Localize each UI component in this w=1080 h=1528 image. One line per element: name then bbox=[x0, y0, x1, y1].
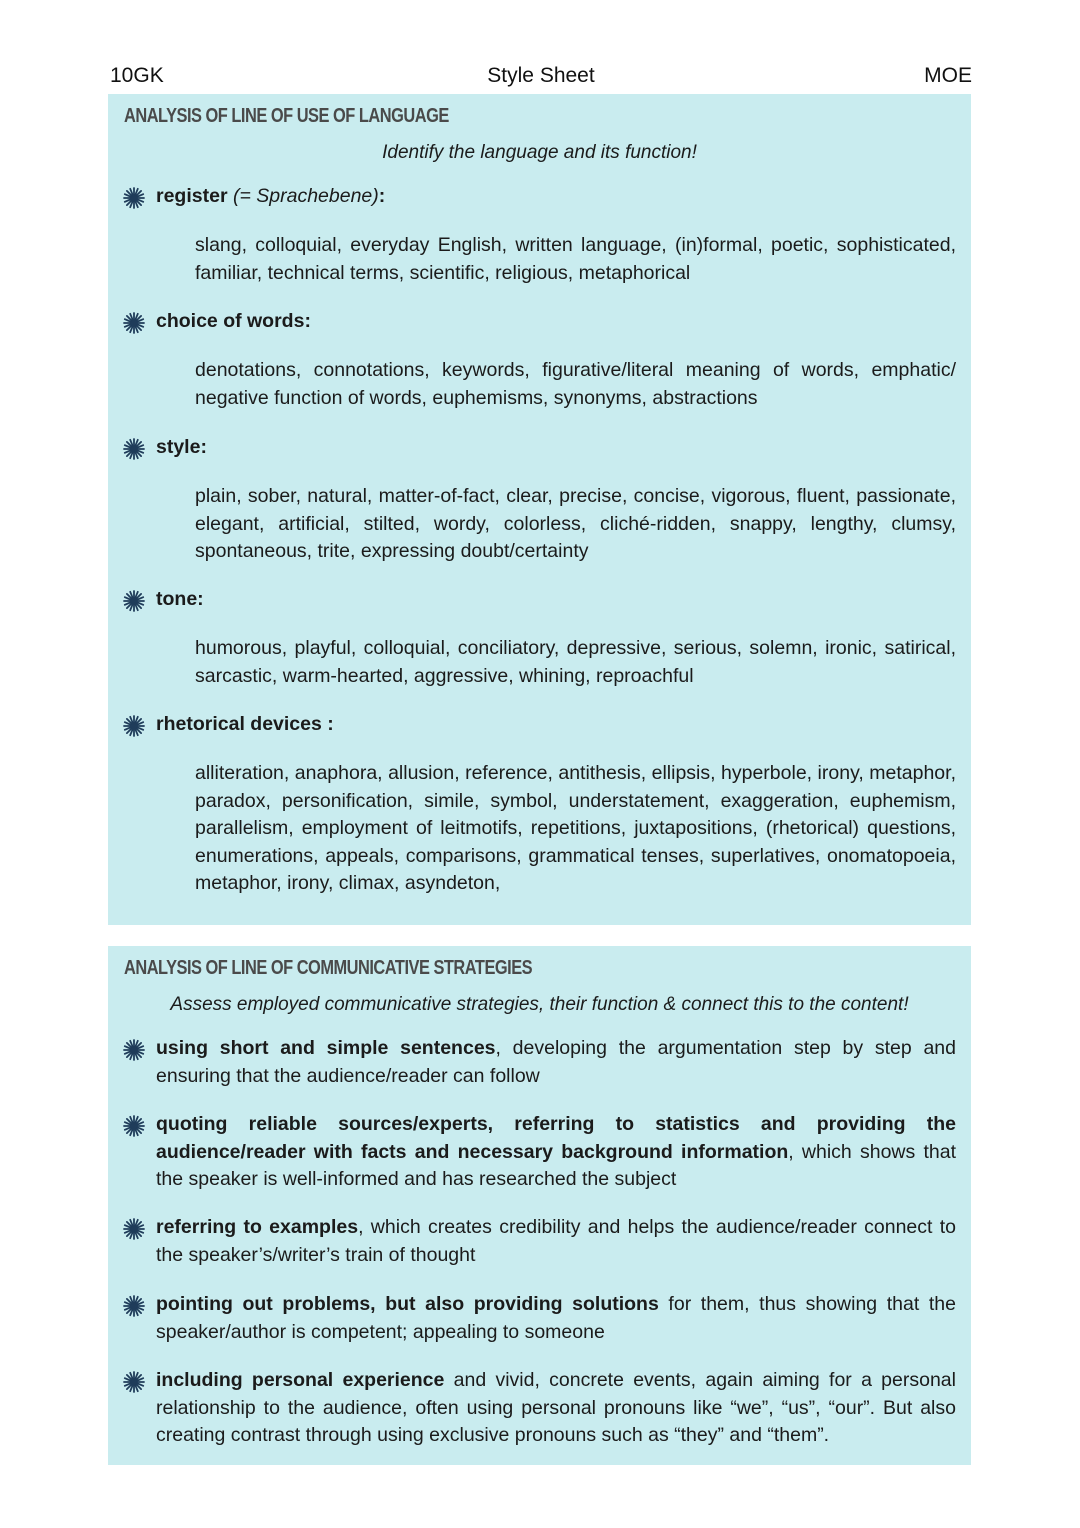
strategy-text: , which shows that the speaker is well-informed and has researched the subject bbox=[156, 1140, 956, 1190]
asterisk-star-icon bbox=[123, 187, 145, 209]
category-description: denotations, connotations, keywords, figurative/literal meaning of words, emphatic/ negative function of words, euphemisms, synonyms, abstractions bbox=[195, 359, 956, 409]
category-description: plain, sober, natural, matter-of-fact, clear, precise, concise, vigorous, fluent, passionate, elegant, artificial, stilted, wordy, colorless, cliché-ridden, snappy, lengthy, clumsy, spontaneous, trite, expressing doubt/certainty bbox=[195, 485, 956, 562]
section-title: ANALYSIS OF LINE OF USE OF LANGUAGE bbox=[124, 105, 449, 127]
category-choice-of-words bbox=[156, 310, 311, 333]
strategy-item bbox=[156, 1214, 956, 1269]
asterisk-star-icon bbox=[123, 1218, 145, 1240]
section-intro: Assess employed communicative strategies, their function & connect this to the content! bbox=[170, 994, 909, 1015]
asterisk-star-icon bbox=[123, 1039, 145, 1061]
strategy-text: for them, thus showing that the speaker/author is competent; appealing to someone bbox=[156, 1293, 956, 1343]
category-rhetorical-devices bbox=[156, 713, 334, 736]
asterisk-star-icon bbox=[123, 590, 145, 612]
asterisk-star-icon bbox=[123, 1115, 145, 1137]
strategy-item bbox=[156, 1035, 956, 1090]
strategy-item bbox=[156, 1291, 956, 1346]
use-of-language-box bbox=[108, 94, 971, 925]
page-header bbox=[110, 64, 972, 92]
strategy-bold: including personal experience bbox=[156, 1369, 445, 1391]
strategy-text: and vivid, concrete events, again aiming for a personal relationship to the audience, often using personal pronouns like “we”, “us”, “our”. But also creating contrast through using exclusive pronouns such as “they” and “them”. bbox=[156, 1369, 956, 1446]
strategy-bold: using short and simple sentences bbox=[156, 1037, 496, 1059]
category-label: register bbox=[156, 185, 228, 207]
section-intro: Identify the language and its function! bbox=[382, 142, 697, 163]
section-title: ANALYSIS OF LINE OF COMMUNICATIVE STRATEGIES bbox=[124, 957, 533, 979]
asterisk-star-icon bbox=[123, 438, 145, 460]
strategy-text: , which creates credibility and helps the audience/reader connect to the speaker’s/writer’s train of thought bbox=[156, 1216, 957, 1266]
strategy-bold: pointing out problems, but also providing solutions bbox=[156, 1293, 659, 1315]
category-label: tone: bbox=[156, 588, 204, 610]
category-description: alliteration, anaphora, allusion, reference, antithesis, ellipsis, hyperbole, irony, metaphor, paradox, personification, simile, symbol, understatement, exaggeration, euphemism, parallelism, employment of leitmotifs, repetitions, juxtapositions, (rhetorical) questions, enumerations, appeals, comparisons, grammatical tenses, superlatives, onomatopoeia, metaphor, irony, climax, asyndeton, bbox=[195, 762, 956, 894]
strategy-bold: referring to examples bbox=[156, 1216, 359, 1238]
header-title: Style Sheet bbox=[487, 64, 595, 87]
strategy-text: , developing the argumentation step by step and ensuring that the audience/reader can follow bbox=[156, 1037, 957, 1087]
category-label: style: bbox=[156, 436, 207, 458]
category-description: slang, colloquial, everyday English, written language, (in)formal, poetic, sophisticated, familiar, technical terms, scientific, religious, metaphorical bbox=[195, 234, 956, 284]
asterisk-star-icon bbox=[123, 312, 145, 334]
strategy-bold: quoting reliable sources/experts, referring to statistics and providing the audience/reader with facts and necessary background information bbox=[156, 1113, 956, 1163]
category-register bbox=[156, 185, 385, 208]
asterisk-star-icon bbox=[123, 715, 145, 737]
communicative-strategies-box bbox=[108, 946, 971, 1465]
category-label: choice of words: bbox=[156, 310, 311, 332]
category-description: humorous, playful, colloquial, conciliatory, depressive, serious, solemn, ironic, satirical, sarcastic, warm-hearted, aggressive, whining, reproachful bbox=[195, 637, 956, 687]
asterisk-star-icon bbox=[123, 1371, 145, 1393]
strategy-item bbox=[156, 1367, 956, 1450]
asterisk-star-icon bbox=[123, 1295, 145, 1317]
header-author: MOE bbox=[924, 64, 972, 87]
header-class-code: 10GK bbox=[110, 64, 164, 87]
category-label: rhetorical devices : bbox=[156, 713, 334, 735]
category-note: (= Sprachebene) bbox=[232, 185, 379, 207]
category-colon: : bbox=[378, 185, 386, 207]
category-style bbox=[156, 436, 207, 459]
category-tone bbox=[156, 588, 204, 611]
strategy-item bbox=[156, 1111, 956, 1194]
